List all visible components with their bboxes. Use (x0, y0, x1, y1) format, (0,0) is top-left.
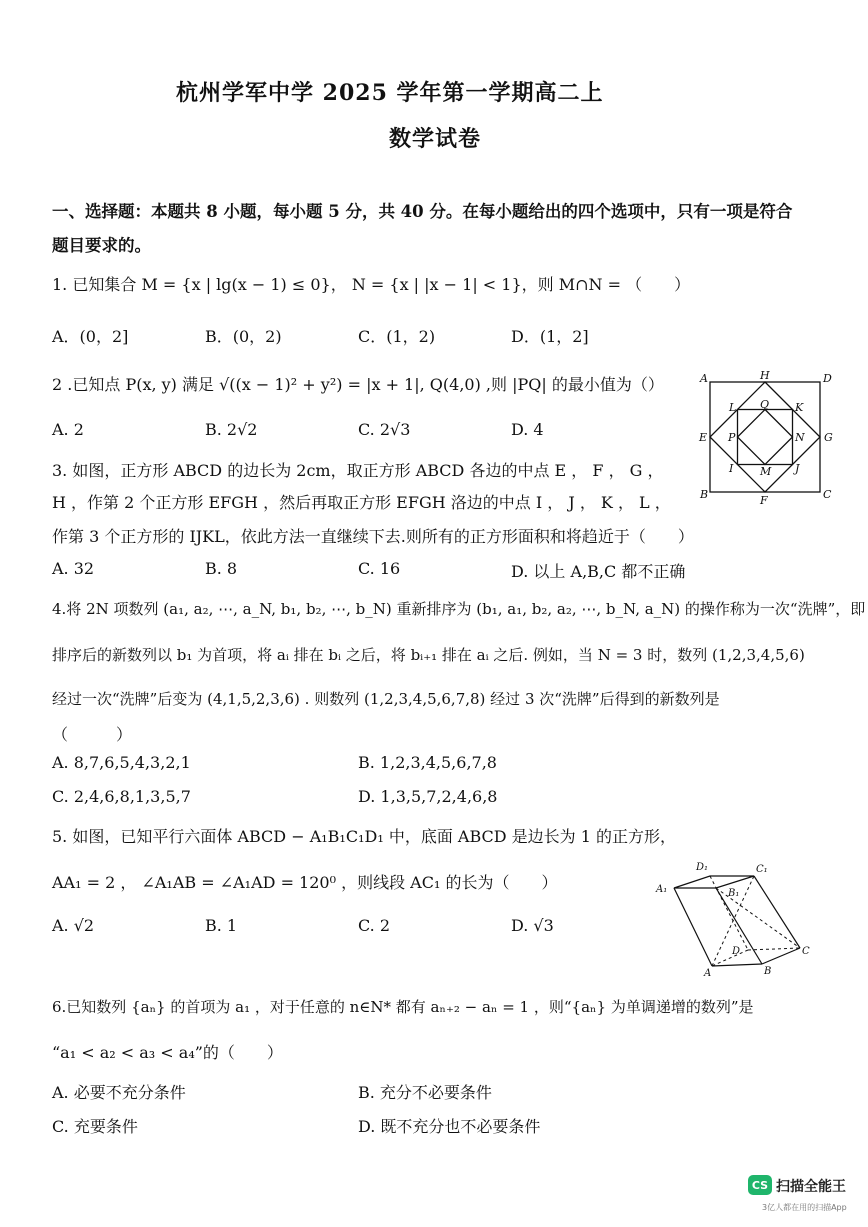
label-a: A (704, 968, 712, 979)
label-l: L (729, 401, 737, 414)
label-c1: C₁ (756, 864, 768, 875)
label-a1: A₁ (656, 884, 668, 895)
label-c: C (802, 946, 810, 957)
q3-option-d: D. 以上 A,B,C 都不正确 (511, 562, 686, 581)
q4-option-c: C. 2,4,6,8,1,3,5,7 (52, 787, 191, 806)
label-d: D (823, 372, 832, 385)
q2-option-b: B. 2√2 (205, 420, 258, 439)
question-5-line2: AA₁ = 2 ， ∠A₁AB = ∠A₁AD = 120⁰ ，则线段 AC₁ 的长为（ ） (52, 873, 558, 892)
q4-option-d: D. 1,3,5,7,2,4,6,8 (358, 787, 498, 806)
question-2-stem: 2 .已知点 P(x, y) 满足 √((x − 1)² + y²) = |x + 1|, Q(4,0) ,则 |PQ| 的最小值为（） (52, 375, 664, 394)
section-heading-line1: 一、选择题：本题共 8 小题，每小题 5 分，共 40 分。在每小题给出的四个选项中，只有一项是符合 (52, 202, 793, 221)
label-k: K (795, 401, 804, 414)
question-4-line1: 4.将 2N 项数列 (a₁, a₂, ⋯, a_N, b₁, b₂, ⋯, b_N) 重新排序为 (b₁, a₁, b₂, a₂, ⋯, b_N, a_N) 的操作称为一次“洗牌”，即 (52, 600, 866, 618)
label-a: A (700, 372, 708, 385)
label-b: B (764, 966, 772, 977)
q5-option-b: B. 1 (205, 916, 238, 935)
q1-option-b: B．(0，2) (205, 327, 282, 346)
watermark-name: 扫描全能王 (776, 1179, 846, 1195)
label-q: Q (760, 398, 770, 411)
q4-option-b: B. 1,2,3,4,5,6,7,8 (358, 753, 497, 772)
label-c: C (823, 488, 832, 501)
section-heading-line2: 题目要求的。 (52, 236, 151, 255)
exam-title: 杭州学军中学 2025 学年第一学期高二上 (176, 80, 604, 106)
q1-option-a: A．(0，2] (52, 327, 129, 346)
nested-squares-figure (696, 370, 838, 508)
q1-option-c: C．(1，2) (358, 327, 436, 346)
label-d: D (732, 946, 741, 957)
label-n: N (795, 431, 805, 444)
question-1-stem: 1. 已知集合 M = {x | lg(x − 1) ≤ 0}， N = {x | |x − 1| < 1}，则 M∩N = （ ） (52, 275, 691, 294)
label-j: J (795, 462, 800, 475)
camscanner-logo-icon: CS (748, 1175, 772, 1195)
question-6-line2: “a₁ < a₂ < a₃ < a₄”的（ ） (52, 1043, 283, 1062)
label-b1: B₁ (728, 888, 740, 899)
label-h: H (760, 370, 770, 382)
question-6-line1: 6.已知数列 {aₙ} 的首项为 a₁ ，对于任意的 n∈N* 都有 aₙ₊₂ − aₙ = 1 ，则“{aₙ} 为单调递增的数列”是 (52, 998, 754, 1016)
question-4-line3: 经过一次“洗牌”后变为 (4,1,5,2,3,6) . 则数列 (1,2,3,4,5,6,7,8) 经过 3 次“洗牌”后得到的新数列是 (52, 690, 720, 708)
q6-option-c: C. 充要条件 (52, 1117, 138, 1136)
label-e: E (699, 431, 708, 444)
q2-option-d: D. 4 (511, 420, 544, 439)
question-4-line2: 排序后的新数列以 b₁ 为首项，将 aᵢ 排在 bᵢ 之后，将 bᵢ₊₁ 排在 aᵢ 之后. 例如，当 N = 3 时，数列 (1,2,3,4,5,6) (52, 646, 805, 664)
q3-option-c: C. 16 (358, 559, 401, 578)
q5-option-a: A. √2 (52, 916, 95, 935)
question-3-line2: H ，作第 2 个正方形 EFGH ，然后再取正方形 EFGH 洛边的中点 I ， J ， K ， L ， (52, 493, 671, 512)
exam-subtitle: 数学试卷 (389, 126, 482, 152)
label-m: M (760, 465, 772, 478)
question-4-line4: （ ） (52, 725, 133, 744)
label-b: B (700, 488, 709, 501)
q5-option-c: C. 2 (358, 916, 391, 935)
q2-option-a: A. 2 (52, 420, 84, 439)
watermark-tagline: 3亿人都在用的扫描App (762, 1203, 847, 1212)
label-f: F (760, 494, 768, 507)
label-d1: D₁ (696, 862, 709, 873)
q4-option-a: A. 8,7,6,5,4,3,2,1 (52, 753, 191, 772)
q6-option-a: A. 必要不充分条件 (52, 1083, 186, 1102)
question-3-line3: 作第 3 个正方形的 IJKL，依此方法一直继续下去.则所有的正方形面积和将趋近于（ ） (52, 527, 694, 546)
label-g: G (824, 431, 833, 444)
q2-option-c: C. 2√3 (358, 420, 411, 439)
label-i: I (729, 462, 734, 475)
q5-option-d: D. √3 (511, 916, 554, 935)
q3-option-a: A. 32 (52, 559, 95, 578)
question-5-line1: 5. 如图，已知平行六面体 ABCD − A₁B₁C₁D₁ 中，底面 ABCD 是边长为 1 的正方形， (52, 827, 677, 846)
q1-option-d: D．(1，2] (511, 327, 589, 346)
q6-option-d: D. 既不充分也不必要条件 (358, 1117, 541, 1136)
question-3-line1: 3. 如图，正方形 ABCD 的边长为 2cm，取正方形 ABCD 各边的中点 E ， F ， G ， (52, 461, 664, 480)
label-p: P (728, 431, 736, 444)
parallelepiped-figure (652, 856, 818, 980)
q3-option-b: B. 8 (205, 559, 238, 578)
q6-option-b: B. 充分不必要条件 (358, 1083, 492, 1102)
